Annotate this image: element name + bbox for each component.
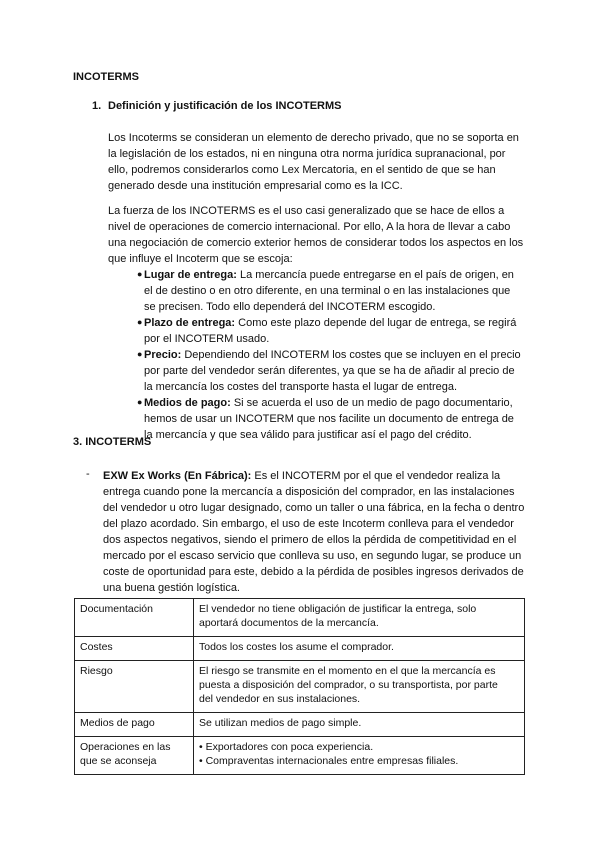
cell-line: • Exportadores con poca experiencia.	[199, 741, 374, 753]
table-row	[75, 599, 525, 637]
cell-line: Operaciones en las	[80, 741, 171, 753]
cell-line: • Compraventas internacionales entre empresas filiales.	[199, 755, 459, 767]
text-line: del plazo acordado. Sin embargo, el uso de este Incoterm conlleva para el vendedor	[103, 518, 514, 530]
text-line: por parte del vendedor serán diferentes, ya que se ha de añadir al precio de	[144, 365, 515, 377]
bullet-text: Si se acuerda el uso de un medio de pago documentario,	[230, 397, 513, 409]
table-cell-value	[194, 737, 525, 775]
table-cell-key	[75, 737, 194, 775]
text-line: coste de oportunidad para este, debido a la pérdida de posibles ingresos derivados de	[103, 566, 524, 578]
text-line	[144, 267, 514, 283]
cell-line: que se aconseja	[80, 755, 157, 767]
text-line: ello, podremos considerarlos como Lex Mercatoria, en el sentido de que se han	[108, 164, 496, 176]
text-line: por el INCOTERM usado.	[144, 333, 270, 345]
text-line	[144, 395, 514, 411]
exw-text: Es el INCOTERM por el que el vendedor realiza la	[251, 470, 501, 482]
section1-number: 1.	[92, 100, 102, 112]
bullet-icon: ●	[137, 397, 143, 407]
text-line: una negociación de comercio exterior hemos de considerar todos los aspectos en los	[108, 237, 524, 249]
section1-paragraph-2	[108, 203, 523, 267]
table-row	[75, 637, 525, 661]
text-line: la mercancía los costes del transporte hasta el lugar de entrega.	[144, 381, 458, 393]
text-line: hemos de usar un INCOTERM que nos facilite un documento de entrega de	[144, 413, 514, 425]
table-cell-value	[194, 599, 525, 637]
bullet-label: Plazo de entrega:	[144, 317, 236, 329]
text-line	[144, 315, 516, 331]
bullet-icon: ●	[137, 349, 143, 359]
section1-paragraph-1	[108, 130, 519, 194]
exw-label: EXW Ex Works (En Fábrica):	[103, 470, 252, 482]
text-line: el de destino o en otro diferente, en una terminal o en las instalaciones que	[144, 285, 511, 297]
text-line: Los Incoterms se consideran un elemento de derecho privado, que no se soporta en	[108, 132, 519, 144]
dash-marker: -	[86, 468, 90, 480]
text-line: del vendedor u otro lugar designado, como un taller o una fábrica, en la fecha o dentro	[103, 502, 525, 514]
cell-line: Medios de pago	[80, 717, 155, 729]
text-line: la mercancía y que sea válido para justificar así el pago del crédito.	[144, 429, 472, 441]
document-title: INCOTERMS	[73, 71, 139, 83]
table-row	[75, 661, 525, 713]
cell-line: Costes	[80, 641, 113, 653]
cell-line: Todos los costes los asume el comprador.	[199, 641, 394, 653]
cell-line: El vendedor no tiene obligación de justificar la entrega, solo	[199, 603, 477, 615]
text-line	[144, 347, 521, 363]
text-line: mercado por el escaso servicio que conlleva su uso, en segundo lugar, se produce un	[103, 550, 522, 562]
cell-line: del vendedor en sus instalaciones.	[199, 693, 361, 705]
bullet-icon: ●	[137, 317, 143, 327]
bullet-text: Dependiendo del INCOTERM los costes que se incluyen en el precio	[181, 349, 521, 361]
table-cell-value	[194, 637, 525, 661]
cell-line: Se utilizan medios de pago simple.	[199, 717, 362, 729]
bullet-text: Como este plazo depende del lugar de entrega, se regirá	[235, 317, 517, 329]
text-line: dos aspectos negativos, siendo el primero de ellos la pérdida de competitividad en el	[103, 534, 517, 546]
table-cell-value	[194, 713, 525, 737]
table-cell-key	[75, 637, 194, 661]
bullet-label: Lugar de entrega:	[144, 269, 237, 281]
table-row	[75, 737, 525, 775]
section3-heading: 3. INCOTERMS	[73, 436, 152, 448]
cell-line: aportará documentos de la mercancía.	[199, 617, 379, 629]
bullet-label: Medios de pago:	[144, 397, 231, 409]
text-line: que influye el Incoterm que se escoja:	[108, 253, 293, 265]
text-line: nivel de operaciones de comercio internacional. Por ello, A la hora de llevar a cabo	[108, 221, 511, 233]
text-line	[103, 468, 524, 484]
text-line: La fuerza de los INCOTERMS es el uso casi generalizado que se hace de ellos a	[108, 205, 505, 217]
exw-paragraph	[103, 468, 524, 596]
table-cell-value	[194, 661, 525, 713]
table-row	[75, 713, 525, 737]
cell-line: El riesgo se transmite en el momento en el que la mercancía es	[199, 665, 496, 677]
exw-table	[74, 598, 525, 775]
cell-line: puesta a disposición del comprador, o su transportista, por parte	[199, 679, 498, 691]
table-cell-key	[75, 661, 194, 713]
table-cell-key	[75, 713, 194, 737]
bullet-text: La mercancía puede entregarse en el país de origen, en	[236, 269, 514, 281]
section1-heading: Definición y justificación de los INCOTERMS	[108, 100, 342, 112]
text-line: generado desde una institución empresarial como es la ICC.	[108, 180, 403, 192]
text-line: una buena gestión logística.	[103, 582, 240, 594]
text-line: se precisen. Todo ello dependerá del INCOTERM escogido.	[144, 301, 436, 313]
table-cell-key	[75, 599, 194, 637]
text-line: entrega cuando pone la mercancía a disposición del comprador, en las instalaciones	[103, 486, 515, 498]
bullet-label: Precio:	[144, 349, 182, 361]
text-line: la legislación de los estados, ni en ninguna otra norma jurídica supranacional, por	[108, 148, 506, 160]
cell-line: Documentación	[80, 603, 153, 615]
bullet-icon: ●	[137, 269, 143, 279]
cell-line: Riesgo	[80, 665, 113, 677]
